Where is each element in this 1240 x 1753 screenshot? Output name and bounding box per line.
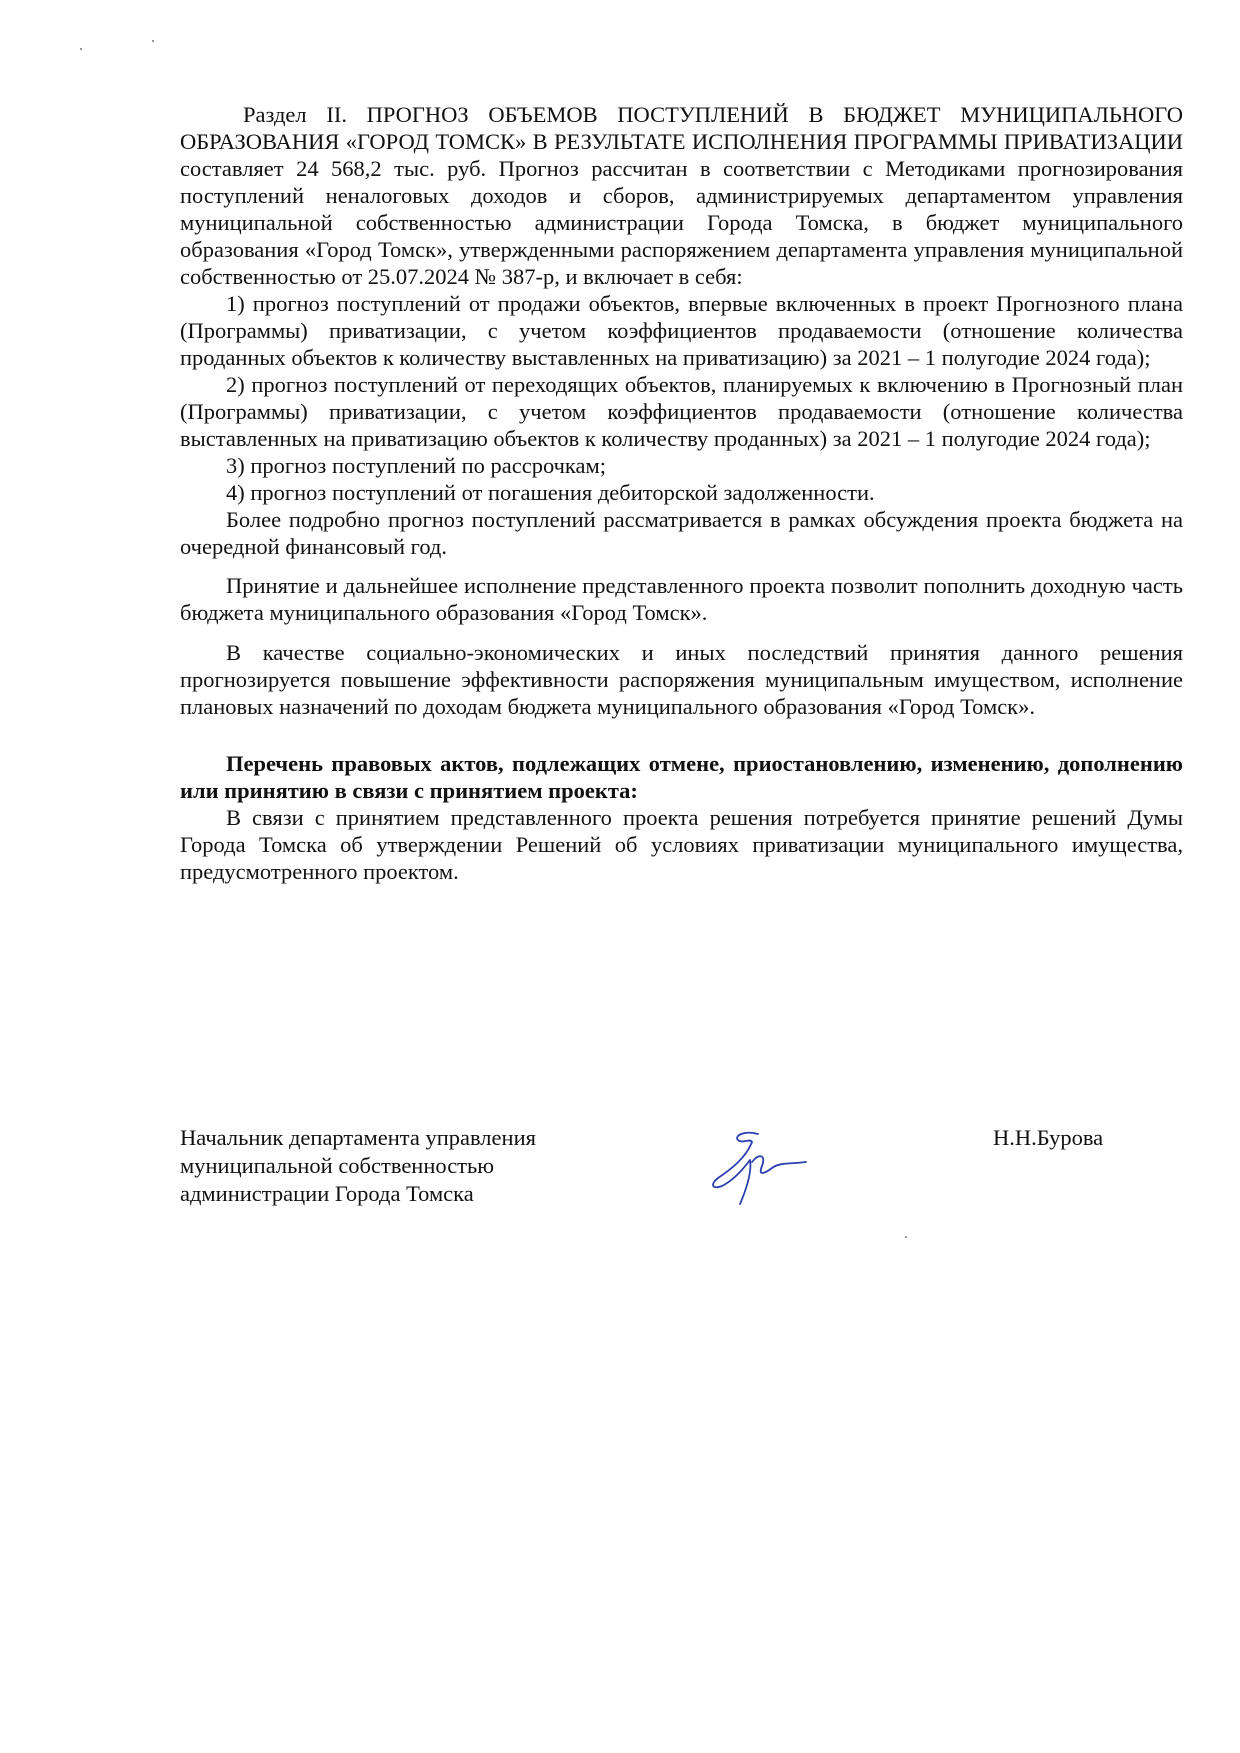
consequences-paragraph: В качестве социально-экономических и иных последствий принятия данного решения прогнозируется повышение эффективности распоряжения муниципальным имуществом, исполнение плановых назначений по доходам бюджета муниципального образования «Город Томск». [180,640,1183,719]
signature-stroke [752,1156,806,1173]
handwritten-signature [700,1128,810,1206]
budget-details-paragraph: Более подробно прогноз поступлений рассматривается в рамках обсуждения проекта бюджета на очередной финансовый год. [180,507,1183,559]
document-body [180,101,1183,885]
scan-speck [80,48,82,50]
section-intro-paragraph: Раздел II. ПРОГНОЗ ОБЪЕМОВ ПОСТУПЛЕНИЙ В БЮДЖЕТ МУНИЦИПАЛЬНОГО ОБРАЗОВАНИЯ «ГОРОД ТОМСК» В РЕЗУЛЬТАТЕ ИСПОЛНЕНИЯ ПРОГРАММЫ ПРИВАТИЗАЦИИ составляет 24 568,2 тыс. руб. Прогноз рассчитан в соответствии с Методиками прогнозирования поступлений неналоговых доходов и сборов, администрируемых департаментом управления муниципальной собственностью администрации Города Томска, в бюджет муниципального образования «Город Томск», утвержденными распоряжением департамента управления муниципальной собственностью от 25.07.2024 № 387-р, и включает в себя: [180,102,1183,289]
signature-stroke [713,1133,758,1204]
list-item: 1) прогноз поступлений от продажи объектов, впервые включенных в проект Прогнозного плана (Программы) приватизации, с учетом коэффициентов продаваемости (отношение количества проданных объектов к количеству выставленных на приватизацию) за 2021 – 1 полугодие 2024 года); [180,291,1183,370]
legal-acts-heading: Перечень правовых актов, подлежащих отмене, приостановлению, изменению, дополнению или принятию в связи с принятием проекта: [180,751,1183,803]
signatory-position-line: Начальник департамента управления [180,1125,536,1150]
signatory-position-line: администрации Города Томска [180,1181,474,1206]
list-item: 2) прогноз поступлений от переходящих объектов, планируемых к включению в Прогнозный план (Программы) приватизации, с учетом коэффициентов продаваемости (отношение количества выставленных на приватизацию объектов к количеству проданных) за 2021 – 1 полугодие 2024 года); [180,372,1183,451]
list-item: 3) прогноз поступлений по рассрочкам; [226,453,606,478]
legal-acts-paragraph: В связи с принятием представленного проекта решения потребуется принятие решений Думы Города Томска об утверждении Решений об условиях приватизации муниципального имущества, предусмотренного проектом. [180,805,1183,884]
acceptance-paragraph: Принятие и дальнейшее исполнение представленного проекта позволит пополнить доходную часть бюджета муниципального образования «Город Томск». [180,573,1183,625]
list-item: 4) прогноз поступлений от погашения дебиторской задолженности. [226,480,875,505]
scan-speck [905,1236,907,1238]
scan-speck [152,40,154,42]
signatory-position-line: муниципальной собственностью [180,1153,495,1178]
signature-block [180,1124,1183,1234]
signatory-name: Н.Н.Бурова [993,1125,1104,1150]
signatory-position [180,1124,600,1208]
